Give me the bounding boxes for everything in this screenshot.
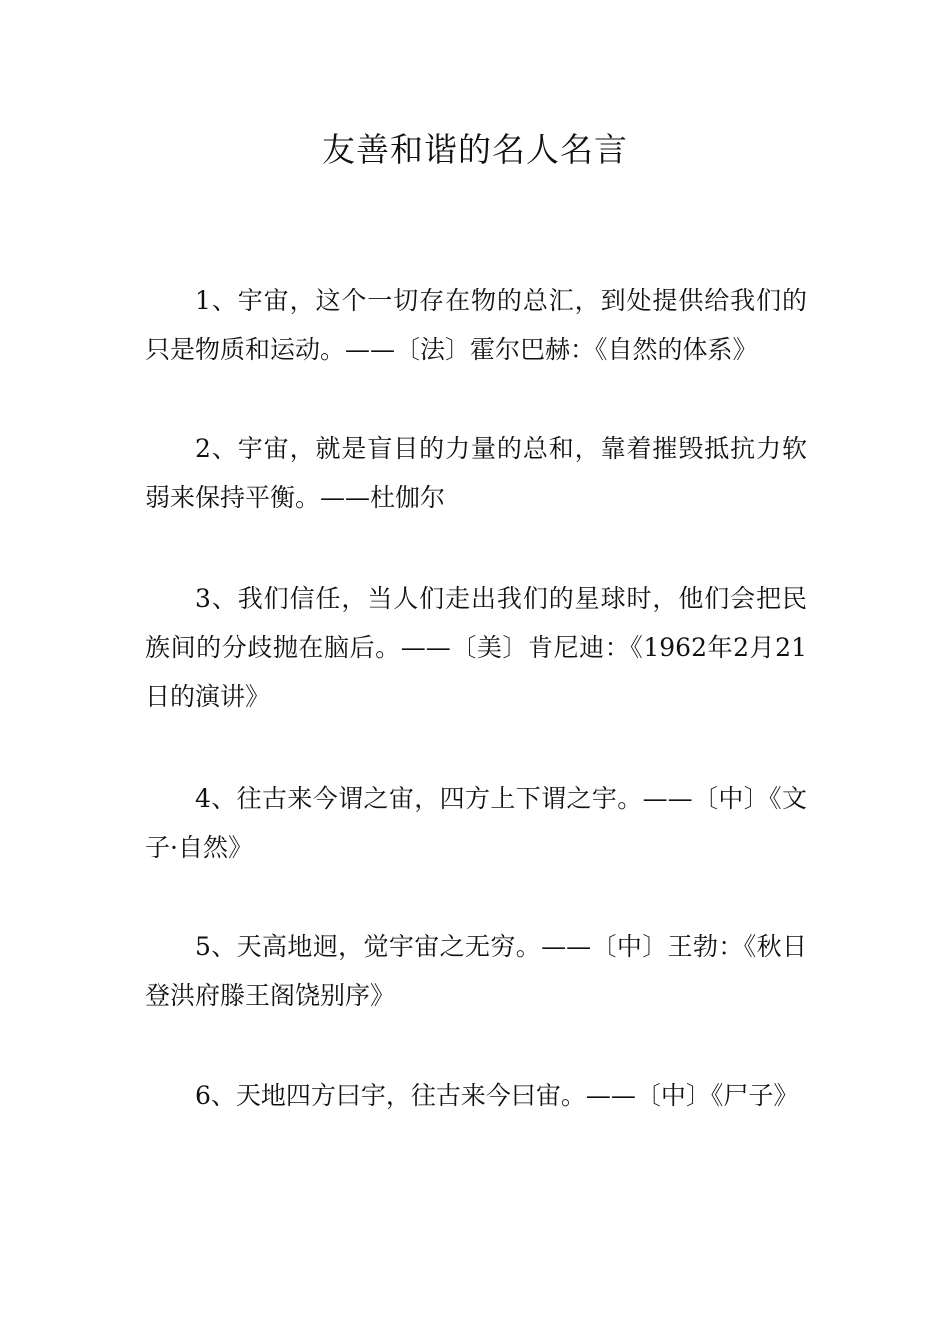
quote-paragraph-2: 2、宇宙，就是盲目的力量的总和，靠着摧毁抵抗力软弱来保持平衡。——杜伽尔 [145,434,807,512]
document-title: 友善和谐的名人名言 [322,130,628,169]
quote-paragraph-3: 3、我们信任，当人们走出我们的星球时，他们会把民族间的分歧抛在脑后。——〔美〕肯尼迪：《1962年2月21日的演讲》 [145,584,807,711]
quote-paragraph-4: 4、往古来今谓之宙，四方上下谓之宇。——〔中〕《文子·自然》 [145,784,807,862]
quote-paragraph-5: 5、天高地迥，觉宇宙之无穷。——〔中〕王勃：《秋日登洪府滕王阁饶别序》 [145,932,807,1010]
quote-paragraph-6: 6、天地四方曰宇，往古来今曰宙。——〔中〕《尸子》 [195,1081,799,1110]
quote-paragraph-1: 1、宇宙，这个一切存在物的总汇，到处提供给我们的只是物质和运动。——〔法〕霍尔巴赫：《自然的体系》 [145,286,807,364]
